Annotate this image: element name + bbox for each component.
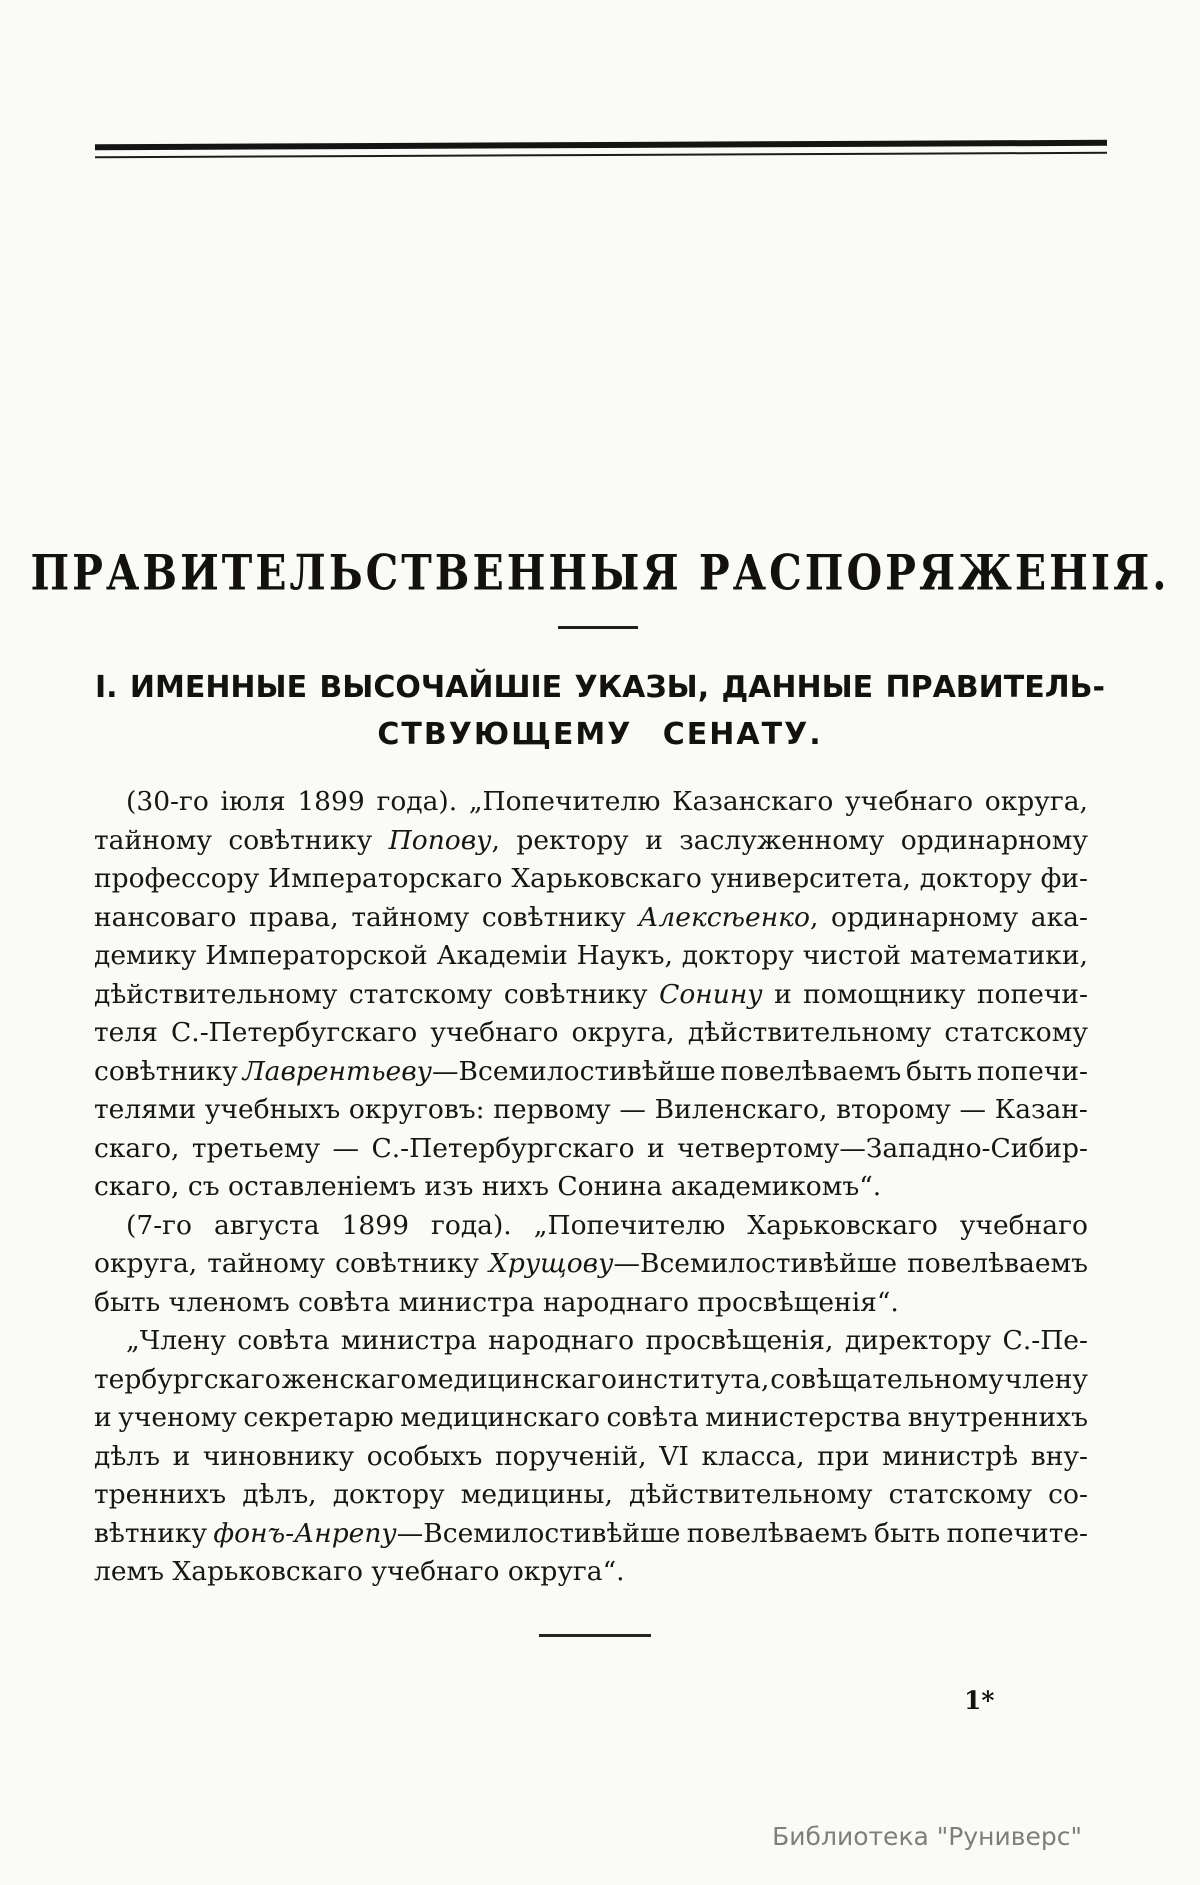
text-line: „Члену совѣта министра народнаго просвѣщенія, директору С.-Пе- <box>126 1325 1088 1356</box>
text-line: треннихъ дѣлъ, доктору медицины, дѣйствительному статскому со- <box>94 1479 1088 1510</box>
section-heading-line-1: І. ИМЕННЫЕ ВЫСОЧАЙШІЕ УКАЗЫ, ДАННЫЕ ПРАВИТЕЛЬ- <box>95 670 1105 705</box>
text-line: дѣйствительному статскому совѣтнику Сонину и помощнику попечи- <box>94 978 1088 1010</box>
text-line: нансоваго права, тайному совѣтнику Алексѣенко, ординарному ака- <box>94 901 1088 933</box>
text-line: быть членомъ совѣта министра народнаго просвѣщенія“. <box>94 1286 899 1318</box>
text-line: вѣтнику фонъ-Анрепу—Всемилостивѣйше повелѣваемъ быть попечите- <box>94 1517 1088 1549</box>
top-rule-thin <box>95 152 1107 158</box>
text-line: (7-го августа 1899 года). „Попечителю Харьковскаго учебнаго <box>126 1209 1088 1241</box>
text-line: и ученому секретарю медицинскаго совѣта министерства внутреннихъ <box>94 1402 1088 1433</box>
text-line: (30-го іюля 1899 года). „Попечителю Казанскаго учебнаго округа, <box>126 786 1088 817</box>
section-heading <box>95 664 1105 758</box>
title-divider-rule <box>558 626 638 629</box>
text-line: тербургскаго женскаго медицинскаго института, совѣщательному члену <box>94 1363 1088 1395</box>
text-line: тайному совѣтнику Попову, ректору и заслуженному ординарному <box>94 824 1088 856</box>
library-watermark: Библиотека "Руниверс" <box>772 1822 1082 1851</box>
text-line: дѣлъ и чиновнику особыхъ порученій, VI класса, при министрѣ вну- <box>94 1440 1088 1472</box>
signature-mark: 1* <box>964 1686 995 1715</box>
section-end-rule <box>539 1634 651 1637</box>
text-line: скаго, съ оставленіемъ изъ нихъ Сонина академикомъ“. <box>94 1171 882 1202</box>
text-line: телями учебныхъ округовъ: первому — Виленскаго, второму — Казан- <box>94 1094 1088 1125</box>
text-line: совѣтнику Лаврентьеву—Всемилостивѣйше повелѣваемъ быть попечи- <box>94 1055 1088 1087</box>
text-line: демику Императорской Академіи Наукъ, доктору чистой математики, <box>94 940 1088 971</box>
text-line: профессору Императорскаго Харьковскаго университета, доктору фи- <box>94 863 1088 894</box>
page-title: ПРАВИТЕЛЬСТВЕННЫЯ РАСПОРЯЖЕНІЯ. <box>30 545 1170 602</box>
document-body <box>94 783 1088 1592</box>
text-line: скаго, третьему — С.-Петербургскаго и четвертому—Западно-Сибир- <box>94 1132 1088 1164</box>
top-rule-thick <box>95 140 1107 150</box>
section-heading-line-2: СТВУЮЩЕМУ СЕНАТУ. <box>377 717 823 752</box>
text-line: округа, тайному совѣтнику Хрущову—Всемилостивѣйше повелѣваемъ <box>94 1248 1088 1279</box>
top-double-rule <box>95 140 1107 158</box>
text-line: теля С.-Петербугскаго учебнаго округа, дѣйствительному статскому <box>94 1017 1088 1048</box>
text-line: лемъ Харьковскаго учебнаго округа“. <box>94 1556 625 1587</box>
